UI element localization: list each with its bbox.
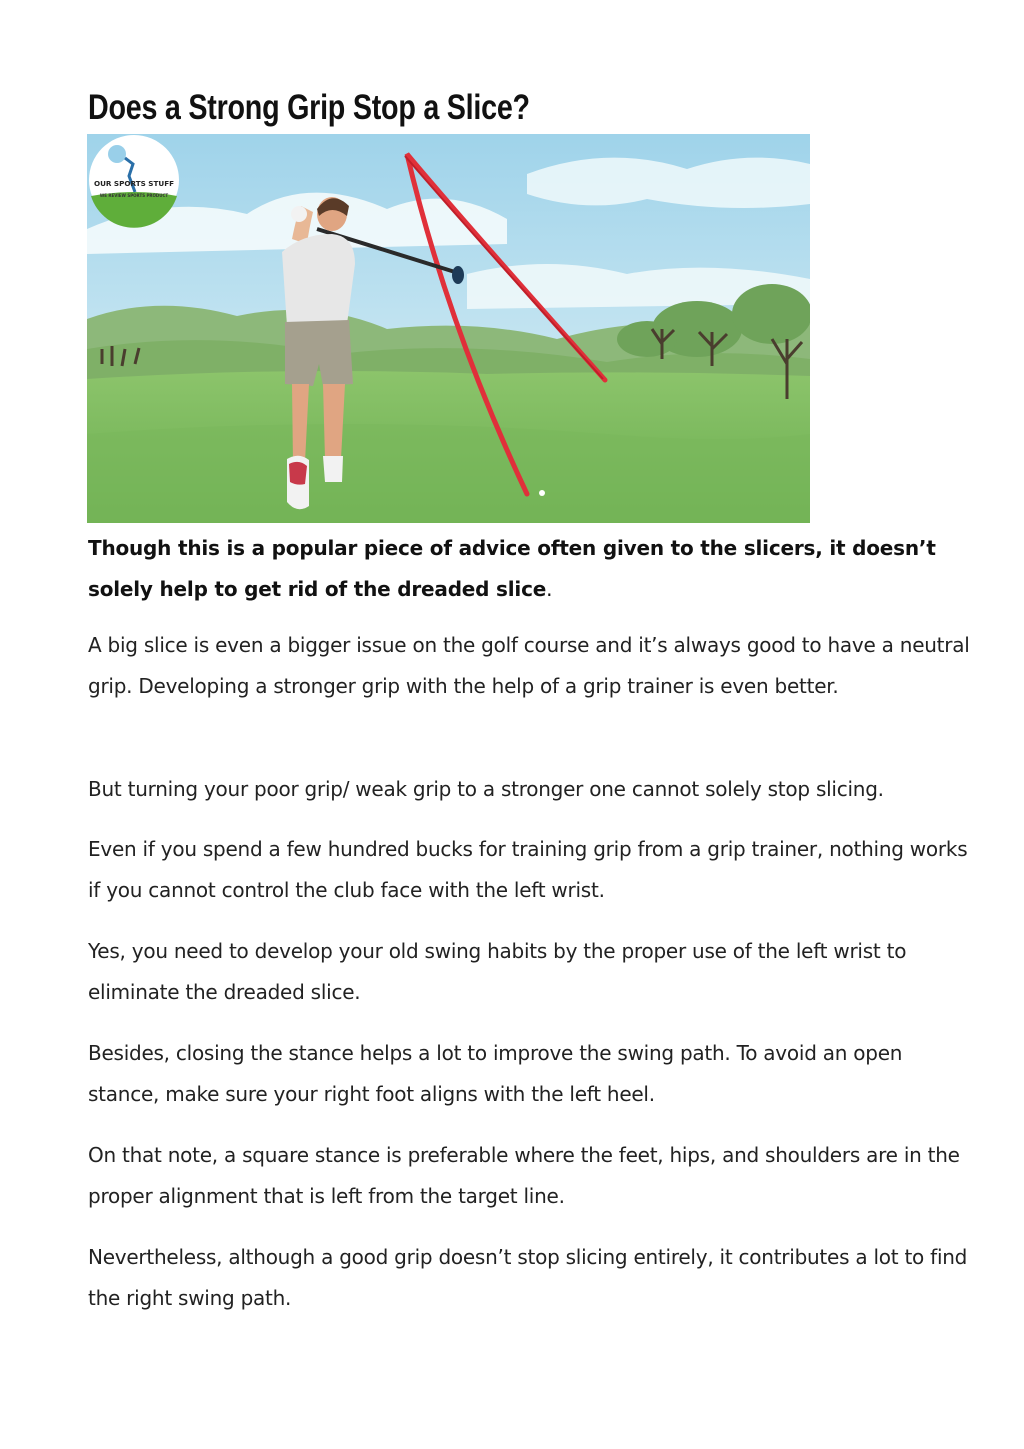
lead-bold-text: Though this is a popular piece of advice often given to the slicers, it doesn’t solely help to get rid of the dreaded slice <box>88 536 936 601</box>
body-paragraph: But turning your poor grip/ weak grip to a stronger one cannot solely stop slicing. <box>88 777 884 801</box>
body-paragraph: Even if you spend a few hundred bucks for training grip from a grip trainer, nothing works if you cannot control the club face with the left wrist. <box>88 837 968 902</box>
body-paragraph: A big slice is even a bigger issue on the golf course and it’s always good to have a neutral grip. Developing a stronger grip with the help of a grip trainer is even better. <box>88 633 970 698</box>
golf-slice-illustration <box>87 134 810 523</box>
body-paragraph: Yes, you need to develop your old swing habits by the proper use of the left wrist to eliminate the dreaded slice. <box>88 939 907 1004</box>
logo-title: OUR SPORTS STUFF <box>93 179 175 188</box>
body-paragraph: On that note, a square stance is preferable where the feet, hips, and shoulders are in the proper alignment that is left from the target line. <box>88 1143 960 1208</box>
lead-period: . <box>546 577 553 601</box>
logo-tagline: WE REVIEW SPORTS PRODUCT <box>99 193 169 198</box>
body-paragraph: Nevertheless, although a good grip doesn’t stop slicing entirely, it contributes a lot to find the right swing path. <box>88 1245 968 1310</box>
lead-paragraph <box>88 528 978 610</box>
body-paragraph: Besides, closing the stance helps a lot to improve the swing path. To avoid an open stance, make sure your right foot aligns with the left heel. <box>88 1041 903 1106</box>
article-title: Does a Strong Grip Stop a Slice? <box>88 88 530 127</box>
brand-logo-icon <box>89 135 179 228</box>
